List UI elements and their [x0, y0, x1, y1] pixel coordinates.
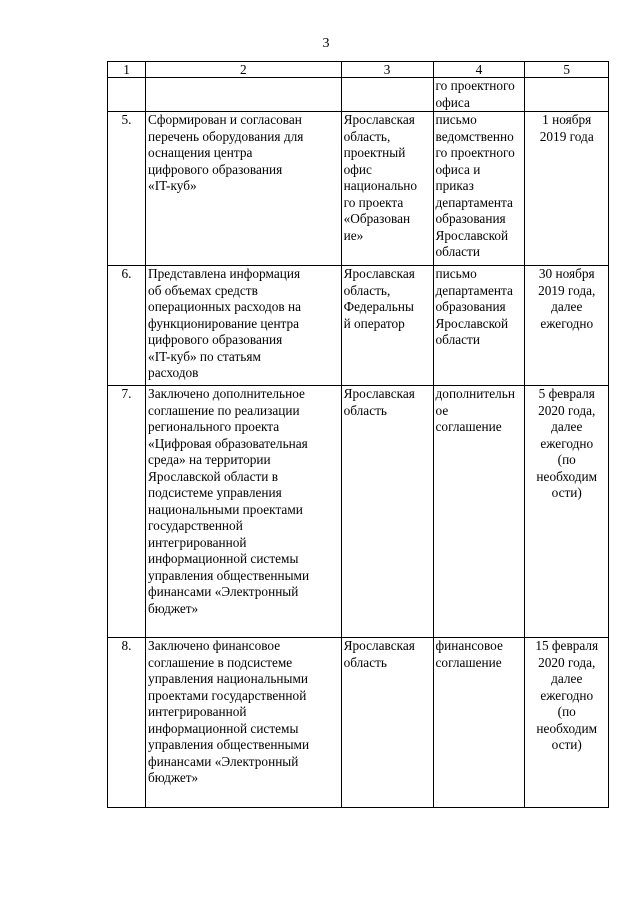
row-executor: Ярославская область	[341, 386, 433, 638]
row-document: финансовое соглашение	[433, 638, 525, 808]
row-document: письмо департамента образования Ярославской области	[433, 266, 525, 386]
row-number	[108, 78, 146, 112]
row-document: го проектного офиса	[433, 78, 525, 112]
row-executor: Ярославская область, проектный офис национально го проекта «Образован ие»	[341, 112, 433, 266]
table-row	[108, 112, 609, 266]
row-number: 8.	[108, 638, 146, 808]
row-event: Заключено финансовое соглашение в подсистеме управления национальными проектами государственной интегрированной информационной системы управления общественными финансами «Электронный бюджет»	[146, 638, 342, 808]
table-row	[108, 266, 609, 386]
row-document: письмо ведомственно го проектного офиса и приказ департамента образования Ярославской области	[433, 112, 525, 266]
row-number: 6.	[108, 266, 146, 386]
row-deadline	[525, 78, 609, 112]
table-row	[108, 638, 609, 808]
row-deadline: 15 февраля 2020 года, далее ежегодно (по необходим ости)	[525, 638, 609, 808]
row-number: 7.	[108, 386, 146, 638]
plan-table	[107, 61, 609, 808]
row-event	[146, 78, 342, 112]
column-number-4: 4	[433, 62, 525, 78]
row-executor: Ярославская область	[341, 638, 433, 808]
row-number: 5.	[108, 112, 146, 266]
row-deadline: 5 февраля 2020 года, далее ежегодно (по необходим ости)	[525, 386, 609, 638]
row-event: Заключено дополнительное соглашение по реализации регионального проекта «Цифровая образовательная среда» на территории Ярославской области в подсистеме управления национальными проектами государственной интегрированной информационной системы управления общественными финансами «Электронный бюджет»	[146, 386, 342, 638]
row-deadline: 30 ноября 2019 года, далее ежегодно	[525, 266, 609, 386]
table-row	[108, 78, 609, 112]
table-row	[108, 386, 609, 638]
column-number-3: 3	[341, 62, 433, 78]
column-number-2: 2	[146, 62, 342, 78]
column-number-1: 1	[108, 62, 146, 78]
row-executor	[341, 78, 433, 112]
row-event: Сформирован и согласован перечень оборудования для оснащения центра цифрового образования «IT-куб»	[146, 112, 342, 266]
row-executor: Ярославская область, Федеральны й оператор	[341, 266, 433, 386]
page-number: 3	[322, 36, 330, 51]
row-event: Представлена информация об объемах средств операционных расходов на функционирование центра цифрового образования «IT-куб» по статьям расходов	[146, 266, 342, 386]
row-deadline: 1 ноября 2019 года	[525, 112, 609, 266]
row-document: дополнительн ое соглашение	[433, 386, 525, 638]
column-number-5: 5	[525, 62, 609, 78]
table-header-row	[108, 62, 609, 78]
